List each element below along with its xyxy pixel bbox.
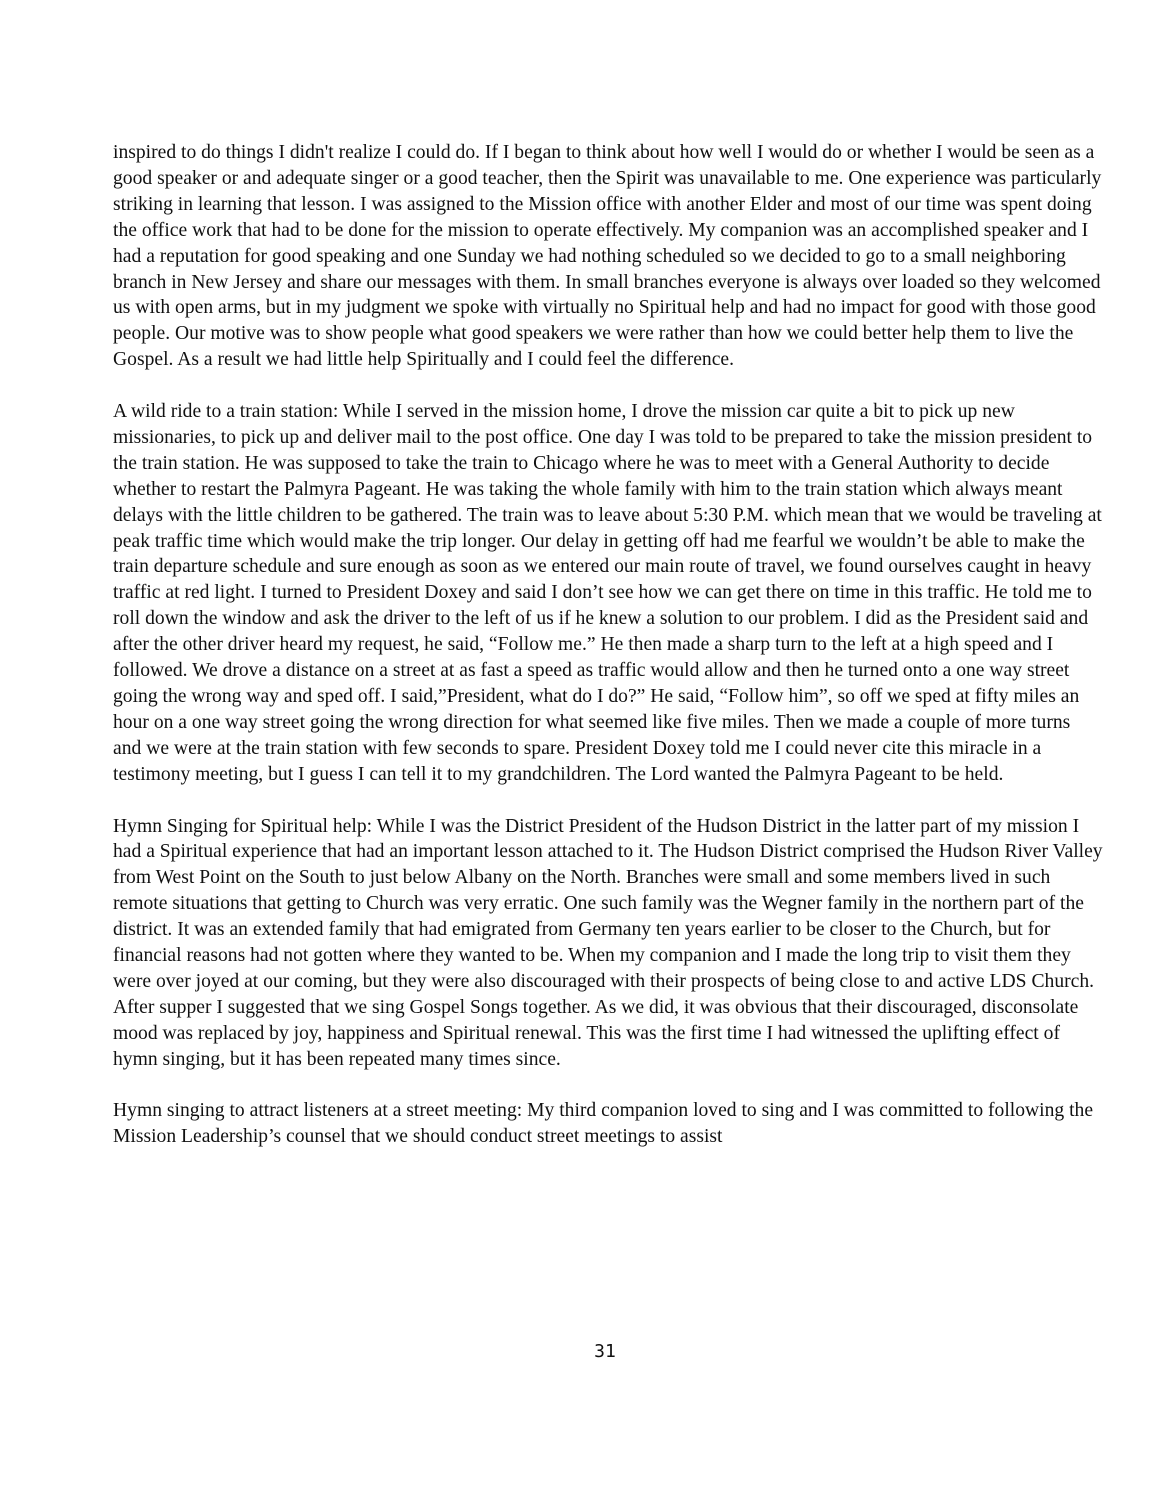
page-number: 31 [594,1341,616,1362]
paragraph-wild-ride: A wild ride to a train station: While I served in the mission home, I drove the mission car quite a bit to pick up new missionaries, to pick up and deliver mail to the post office. One day I was told to be prepared to take the mission president to the train station. He was supposed to take the train to Chicago where he was to meet with a General Authority to decide whether to restart the Palmyra Pageant. He was taking the whole family with him to the train station which always meant delays with the little children to be gathered. The train was to leave about 5:30 P.M. which mean that we would be traveling at peak traffic time which would make the trip longer. Our delay in getting off had me fearful we wouldn’t be able to make the train departure schedule and sure enough as soon as we entered our main route of travel, we found ourselves caught in heavy traffic at red light. I turned to President Doxey and said I don’t see how we can get there on time in this traffic. He told me to roll down the window and ask the driver to the left of us if he knew a solution to our problem. I did as the President said and after the other driver heard my request, he said, “Follow me.” He then made a sharp turn to the left at a high speed and I followed. We drove a distance on a street at as fast a speed as traffic would allow and then he turned onto a one way street going the wrong way and sped off. I said,”President, what do I do?” He said, “Follow him”, so off we sped at fifty miles an hour on a one way street going the wrong direction for what seemed like five miles. Then we made a couple of more turns and we were at the train station with few seconds to spare. President Doxey told me I could never cite this miracle in a testimony meeting, but I guess I can tell it to my grandchildren. The Lord wanted the Palmyra Pageant to be held. [113,401,1102,785]
paragraph-spirit-lesson: inspired to do things I didn't realize I could do. If I began to think about how well I would do or whether I would be seen as a good speaker or and adequate singer or a good teacher, then the Spirit was unavailable to me. One experience was particularly striking in learning that lesson. I was assigned to the Mission office with another Elder and most of our time was spent doing the office work that had to be done for the mission to operate effectively. My companion was an accomplished speaker and I had a reputation for good speaking and one Sunday we had nothing scheduled so we decided to go to a small neighboring branch in New Jersey and share our messages with them. In small branches everyone is always over loaded so they welcomed us with open arms, but in my judgment we spoke with virtually no Spiritual help and had no impact for good with those good people. Our motive was to show people what good speakers we were rather than how we could better help them to live the Gospel. As a result we had little help Spiritually and I could feel the difference. [113,142,1102,371]
document-body [113,140,1103,1176]
paragraph-hymn-singing-street-meeting: Hymn singing to attract listeners at a street meeting: My third companion loved to sing and I was committed to following the Mission Leadership’s counsel that we should conduct street meetings to assist [113,1100,1094,1148]
paragraph-hymn-singing-spiritual-help: Hymn Singing for Spiritual help: While I was the District President of the Hudson District in the latter part of my mission I had a Spiritual experience that had an important lesson attached to it. The Hudson District comprised the Hudson River Valley from West Point on the South to just below Albany on the North. Branches were small and some members lived in such remote situations that getting to Church was very erratic. One such family was the Wegner family in the northern part of the district. It was an extended family that had emigrated from Germany ten years earlier to be closer to the Church, but for financial reasons had not gotten where they wanted to be. When my companion and I made the long trip to visit them they were over joyed at our coming, but they were also discouraged with their prospects of being close to and active LDS Church. After supper I suggested that we sing Gospel Songs together. As we did, it was obvious that their discouraged, disconsolate mood was replaced by joy, happiness and Spiritual renewal. This was the first time I had witnessed the uplifting effect of hymn singing, but it has been repeated many times since. [113,815,1103,1070]
